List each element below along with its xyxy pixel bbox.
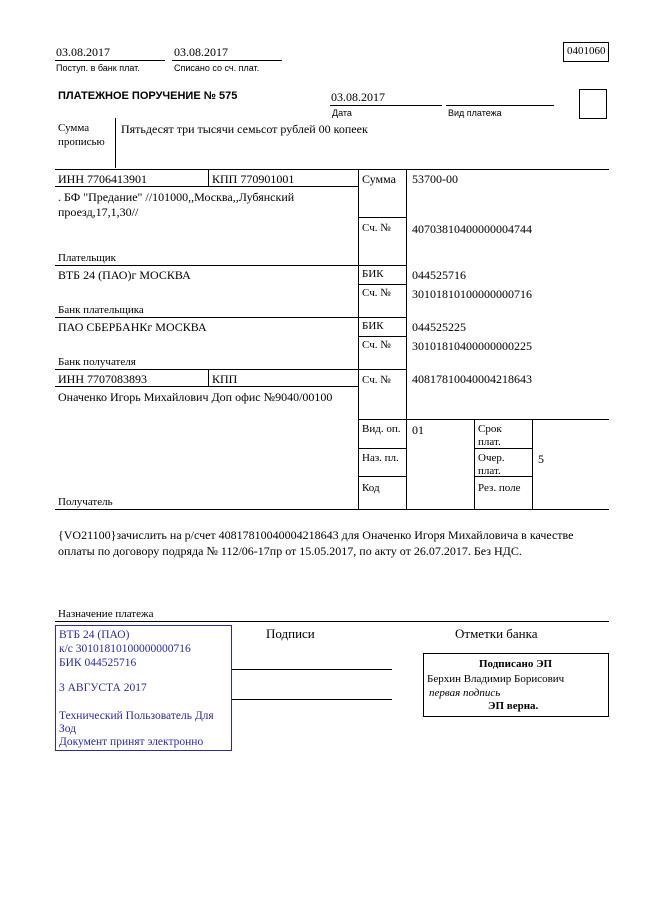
payee-account-value: 40817810040004218643 <box>412 372 532 386</box>
divider <box>358 419 609 420</box>
sum-label: Сумма <box>362 172 396 186</box>
payer-bank-bik-value: 044525716 <box>412 268 466 282</box>
esign-signer: Берхин Владимир Борисович <box>427 673 565 685</box>
date-received-label: Поступ. в банк плат. <box>56 63 140 73</box>
payee-bank-name: ПАО СБЕРБАНКг МОСКВА <box>58 320 207 334</box>
naz-pl-label: Наз. пл. <box>362 452 399 464</box>
payer-account-label: Сч. № <box>362 222 391 234</box>
divider <box>208 169 209 186</box>
signature-line-2 <box>232 699 392 700</box>
payee-account-label: Сч. № <box>362 374 391 386</box>
divider <box>358 476 406 477</box>
divider <box>358 336 406 337</box>
divider <box>358 448 406 449</box>
stamp-line-5: Технический Пользователь Для <box>59 710 214 722</box>
bank-stamp <box>55 625 232 751</box>
ocher-value: 5 <box>538 452 544 466</box>
divider <box>474 448 532 449</box>
payment-type-box <box>579 89 607 119</box>
payee-label: Получатель <box>58 496 113 508</box>
payer-bank-account-value: 30101810100000000716 <box>412 287 532 301</box>
divider <box>55 509 609 510</box>
purpose-label: Назначение платежа <box>58 608 154 620</box>
divider <box>446 105 554 106</box>
date-debited-label: Списано со сч. плат. <box>174 63 260 73</box>
sum-value: 53700-00 <box>412 172 458 186</box>
payer-account-value: 40703810400000004744 <box>412 222 532 236</box>
rez-pole-label: Рез. поле <box>478 482 521 494</box>
payee-inn: ИНН 7707083893 <box>58 372 147 386</box>
amount-words-label-2: прописью <box>58 136 105 148</box>
esign-role: первая подпись <box>429 687 501 699</box>
purpose-line-1: {VO21100}зачислить на р/счет 40817810040004218643 для Оначенко Игоря Михайловича в качестве <box>58 528 574 542</box>
divider <box>55 369 406 370</box>
stamp-line-7: Документ принят электронно <box>59 736 204 748</box>
divider <box>55 265 406 266</box>
payee-bank-account-label: Сч. № <box>362 339 391 351</box>
stamp-line-1: ВТБ 24 (ПАО) <box>59 629 130 641</box>
divider <box>55 621 609 622</box>
kod-label: Код <box>362 482 380 494</box>
payer-label: Плательщик <box>58 252 116 264</box>
payer-bank-name: ВТБ 24 (ПАО)г МОСКВА <box>58 268 191 282</box>
payer-name-2: проезд,17,1,30// <box>58 205 139 219</box>
srok-label-2: плат. <box>478 436 501 448</box>
divider <box>358 217 406 218</box>
vid-op-value: 01 <box>412 423 424 437</box>
ocher-label-1: Очер. <box>478 452 505 464</box>
payee-bank-label: Банк получателя <box>58 356 136 368</box>
purpose-line-2: оплаты по договору подряда № 112/06-17пр от 15.05.2017, по акту от 26.07.2017. Без НДС. <box>58 544 522 558</box>
stamp-line-4: 3 АВГУСТА 2017 <box>59 682 147 694</box>
order-date-label: Дата <box>332 108 352 118</box>
order-date: 03.08.2017 <box>331 90 385 104</box>
payer-name-1: . БФ "Предание" //101000,,Москва,,Лубянский <box>58 190 295 204</box>
payee-kpp: КПП <box>212 372 238 386</box>
signature-line-1 <box>232 669 392 670</box>
divider <box>55 169 609 170</box>
divider <box>55 317 406 318</box>
divider <box>208 369 209 386</box>
divider <box>406 169 407 509</box>
amount-words-value: Пятьдесят три тысячи семьсот рублей 00 копеек <box>121 122 368 136</box>
form-code-box <box>563 42 609 62</box>
esign-box <box>423 653 609 717</box>
srok-label-1: Срок <box>478 423 502 435</box>
payer-bank-account-label: Сч. № <box>362 287 391 299</box>
date-debited-value: 03.08.2017 <box>174 45 228 59</box>
payee-name: Оначенко Игорь Михайлович Доп офис №9040/00100 <box>58 390 333 404</box>
vid-op-label: Вид. оп. <box>362 423 401 435</box>
divider <box>115 118 116 168</box>
payee-bank-bik-label: БИК <box>362 320 384 332</box>
date-received-value: 03.08.2017 <box>56 45 110 59</box>
payer-bank-bik-label: БИК <box>362 268 384 280</box>
divider <box>474 419 475 509</box>
stamp-line-6: Зод <box>59 723 77 735</box>
esign-title: Подписано ЭП <box>479 658 553 670</box>
stamp-line-2: к/с 30101810100000000716 <box>59 643 191 655</box>
divider <box>358 284 406 285</box>
divider <box>55 60 165 61</box>
esign-verified: ЭП верна. <box>488 700 539 712</box>
payment-type-label: Вид платежа <box>448 108 502 118</box>
stamp-line-3: БИК 044525716 <box>59 657 137 669</box>
divider <box>172 60 282 61</box>
bank-marks-title: Отметки банка <box>455 626 538 641</box>
page-title: ПЛАТЕЖНОЕ ПОРУЧЕНИЕ № 575 <box>58 90 238 102</box>
payer-kpp: КПП 770901001 <box>212 172 295 186</box>
form-code: 0401060 <box>567 45 606 57</box>
amount-words-label-1: Сумма <box>58 122 90 134</box>
divider <box>330 105 442 106</box>
payee-bank-bik-value: 044525225 <box>412 320 466 334</box>
payee-bank-account-value: 30101810400000000225 <box>412 339 532 353</box>
ocher-label-2: плат. <box>478 465 501 477</box>
divider <box>358 169 359 509</box>
payer-inn: ИНН 7706413901 <box>58 172 147 186</box>
signatures-title: Подписи <box>266 626 315 641</box>
payer-bank-label: Банк плательщика <box>58 304 144 316</box>
divider <box>532 419 533 509</box>
